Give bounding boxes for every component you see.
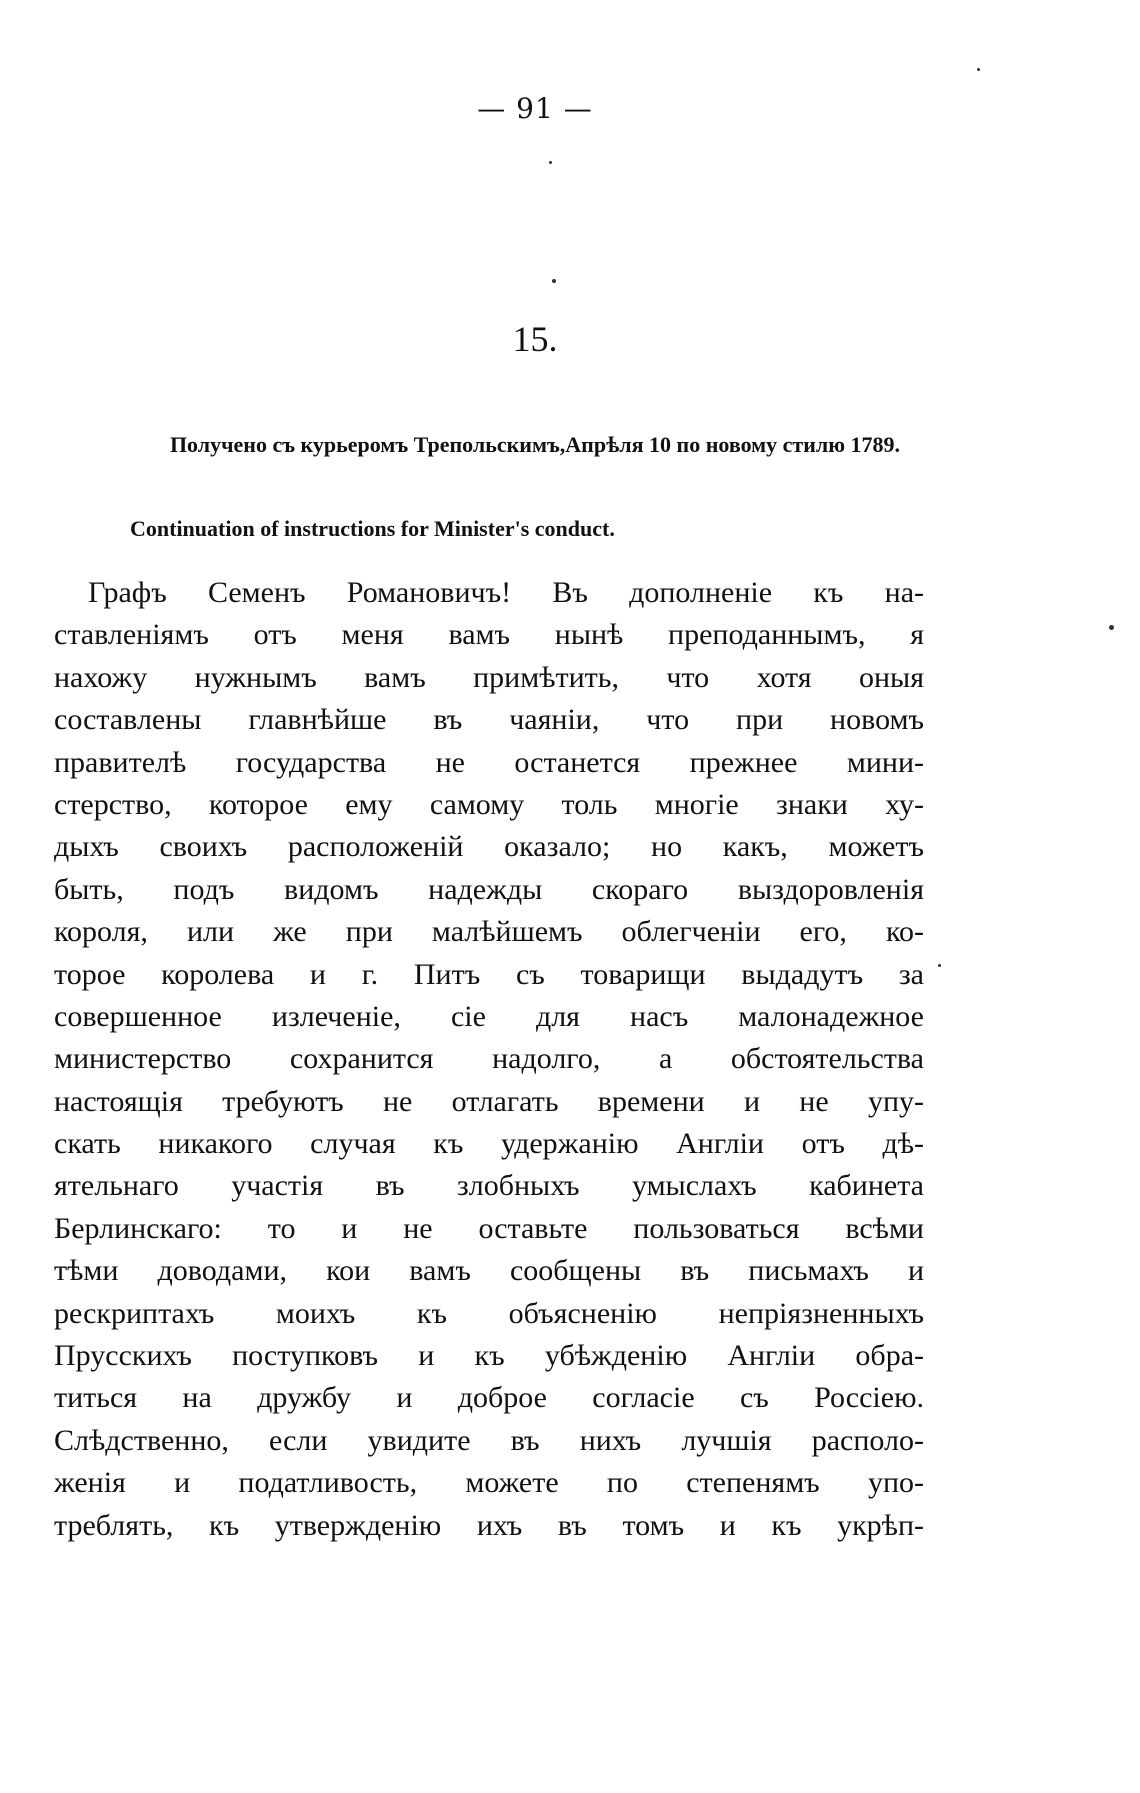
- scan-speck: [552, 279, 556, 283]
- scan-speck: [549, 161, 552, 164]
- text-line: Слѣдственно, если увидите въ нихъ лучшія располо-: [54, 1423, 924, 1457]
- text-line: женія и податливость, можете по степенямъ упо-: [54, 1466, 924, 1500]
- text-line: торое королева и г. Питъ съ товарищи выдадутъ за: [54, 957, 924, 991]
- text-line: Графъ Семенъ Романовичъ! Въ дополненіе къ на-: [88, 576, 924, 609]
- body-text: [54, 572, 924, 1547]
- text-line: нахожу нужнымъ вамъ примѣтить, что хотя оныя: [54, 660, 924, 694]
- text-line: ятельнаго участія въ злобныхъ умыслахъ кабинета: [54, 1169, 924, 1203]
- text-line: скать никакого случая къ удержанію Англіи отъ дѣ-: [54, 1127, 924, 1161]
- text-line: Прусскихъ поступковъ и къ убѣжденію Англіи обра-: [54, 1339, 924, 1373]
- text-line: быть, подъ видомъ надежды скораго выздоровленія: [54, 872, 924, 906]
- text-line: составлены главнѣйше въ чаяніи, что при новомъ: [54, 703, 924, 737]
- text-line: ставленіямъ отъ меня вамъ нынѣ преподаннымъ, я: [54, 618, 924, 652]
- text-line: Берлинскаго: то и не оставьте пользоваться всѣми: [54, 1211, 924, 1245]
- page-number: — 91 —: [477, 92, 593, 125]
- received-note: Получено съ курьеромъ Трепольскимъ,Апрѣля 10 по новому стилю 1789.: [169, 432, 901, 457]
- text-line: рескриптахъ моихъ къ объясненію непріязненныхъ: [54, 1296, 924, 1330]
- text-line: совершенное излеченіе, сіе для насъ малонадежное: [54, 999, 924, 1033]
- text-line: стерство, которое ему самому толь многіе знаки ху-: [54, 787, 924, 821]
- text-line: тѣми доводами, кои вамъ сообщены въ письмахъ и: [54, 1254, 924, 1288]
- text-line: дыхъ своихъ расположеній оказало; но какъ, можетъ: [54, 830, 924, 864]
- text-line: правителѣ государства не останется прежнее мини-: [54, 745, 924, 779]
- scan-speck: [938, 964, 941, 967]
- scan-speck: [977, 68, 980, 71]
- text-line: треблять, къ утвержденію ихъ въ томъ и къ укрѣп-: [54, 1508, 924, 1542]
- text-line: министерство сохранится надолго, а обстоятельства: [54, 1042, 924, 1076]
- document-subtitle: Continuation of instructions for Minister's conduct.: [130, 516, 615, 541]
- text-line: настоящія требуютъ не отлагать времени и не упу-: [54, 1084, 924, 1118]
- document-number: 15.: [512, 319, 558, 359]
- text-line: короля, или же при малѣйшемъ облегченіи его, ко-: [54, 915, 924, 949]
- scan-speck: [1109, 625, 1114, 630]
- text-line: титься на дружбу и доброе согласіе съ Россіею.: [54, 1381, 924, 1415]
